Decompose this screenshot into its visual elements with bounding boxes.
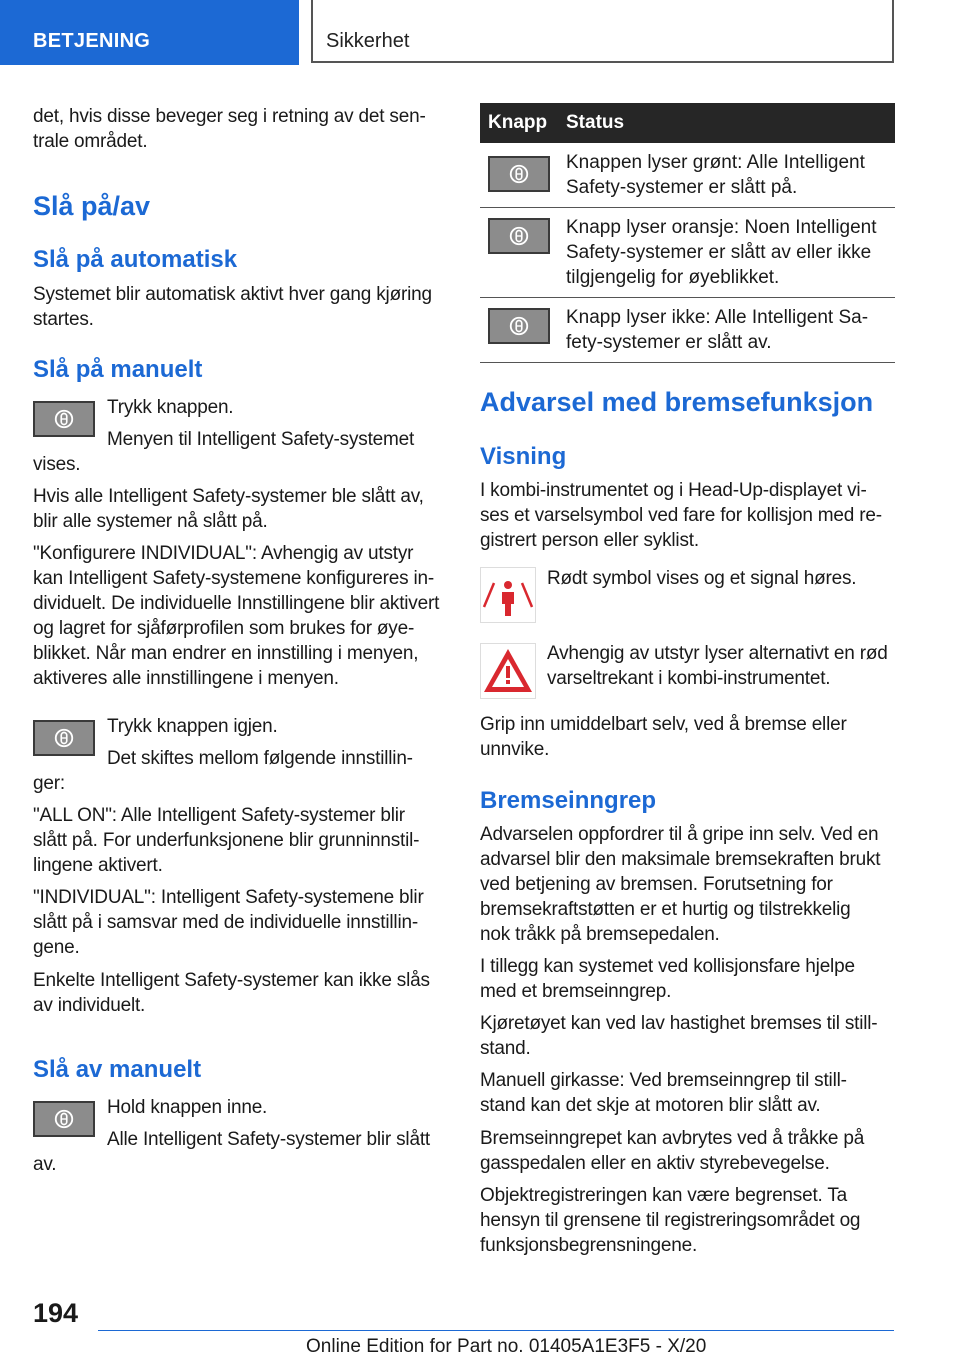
symbol2-text: Avhengig av utstyr lyser alternativt en rød varseltrekant i kombi-instrumentet.	[547, 643, 888, 689]
step1-text-b: Menyen til Intelligent Safety-systemet	[107, 429, 415, 450]
table-row	[480, 208, 895, 298]
safety-button-icon	[33, 401, 95, 437]
paragraph-bremseinngrep-4: Manuell girkasse: Ved bremseinngrep til still- stand kan det skje at motoren blir slått av.	[480, 1070, 847, 1116]
header-section-label: BETJENING	[33, 30, 151, 52]
heading-visning: Visning	[480, 443, 567, 470]
paragraph-visning: I kombi-instrumentet og i Head-Up-displayet vi- ses et varselsymbol ved fare for kollisjon med re- gistrert person eller syklist.	[480, 480, 882, 551]
step3-text-c: av.	[33, 1154, 57, 1175]
step1-text-c: vises.	[33, 454, 81, 475]
status-text: Knapp lyser ikke: Alle Intelligent Sa- fety-systemer er slått av.	[566, 307, 869, 353]
step2-text-b: Det skiftes mellom følgende innstillin-	[107, 748, 413, 769]
status-text: Knapp lyser oransje: Noen Intelligent Safety-systemer er slått av eller ikke tilgjengelig for øyeblikket.	[566, 217, 877, 288]
step1-text-a: Trykk knappen.	[107, 397, 234, 418]
header-section-tab	[0, 0, 299, 65]
safety-button-off-icon	[488, 308, 550, 344]
safety-button-icon	[33, 720, 95, 756]
table-row	[480, 143, 895, 208]
step3-text-a: Hold knappen inne.	[107, 1097, 268, 1118]
table-row	[480, 298, 895, 363]
safety-button-orange-icon	[488, 218, 550, 254]
paragraph-all-on: "ALL ON": Alle Intelligent Safety-systemer blir slått på. For underfunksjonene blir grunninnstil- lingene aktivert.	[33, 805, 420, 876]
step2-text-c: ger:	[33, 773, 65, 794]
pedestrian-warning-icon	[480, 567, 536, 623]
heading-sla-pa-automatisk: Slå på automatisk	[33, 246, 238, 273]
paragraph-bremseinngrep-1: Advarselen oppfordrer til å gripe inn selv. Ved en advarsel blir den maksimale bremsekraften brukt ved betjening av bremsen. Forutsetning for bremsekraftstøtten er et hurtig og tilstrekkelig nok tråkk på bremsepedalen.	[480, 824, 881, 945]
footer-divider	[98, 1330, 894, 1331]
paragraph-bremseinngrep-6: Objektregistreringen kan være begrenset. Ta hensyn til grensene til registreringsområdet og funksjonsbegrensningene.	[480, 1185, 861, 1256]
heading-sla-av-manuelt: Slå av manuelt	[33, 1056, 202, 1083]
heading-advarsel: Advarsel med bremsefunksjon	[480, 387, 874, 417]
header-subsection-box	[311, 0, 894, 63]
paragraph-konfigurere: "Konfigurere INDIVIDUAL": Avhengig av utstyr kan Intelligent Safety-systemene konfigureres in- dividuelt. De individuelle Innstillingene blir aktivert og lagret for sjåførprofilen som brukes for øye- blikket. Når man endrer en innstilling i menyen, aktiveres alle innstillingene i menyen.	[33, 543, 440, 689]
status-text: Knappen lyser grønt: Alle Intelligent Safety-systemer er slått på.	[566, 152, 865, 198]
paragraph-bremseinngrep-3: Kjøretøyet kan ved lav hastighet bremses til still- stand.	[480, 1013, 878, 1059]
paragraph-bremseinngrep-2: I tillegg kan systemet ved kollisjonsfare hjelpe med et bremseinngrep.	[480, 956, 855, 1002]
auto-paragraph: Systemet blir automatisk aktivt hver gang kjøring startes.	[33, 284, 432, 330]
page-number: 194	[33, 1298, 79, 1328]
table-header-status: Status	[566, 103, 895, 143]
footer-edition: Online Edition for Part no. 01405A1E3F5 - X/20	[306, 1336, 707, 1357]
heading-sla-pa-av: Slå på/av	[33, 191, 151, 221]
table-header-knapp: Knapp	[480, 103, 566, 143]
paragraph-bremseinngrep-5: Bremseinngrepet kan avbrytes ved å tråkke på gasspedalen eller en aktiv styrebevegelse.	[480, 1128, 865, 1174]
warning-triangle-icon	[480, 643, 536, 699]
step2-text-a: Trykk knappen igjen.	[107, 716, 278, 737]
step3-text-b: Alle Intelligent Safety-systemer blir slått	[107, 1129, 430, 1150]
header-subsection-label: Sikkerhet	[326, 30, 410, 52]
symbol1-text: Rødt symbol vises og et signal høres.	[547, 568, 857, 589]
safety-button-icon	[33, 1101, 95, 1137]
paragraph-alle-av: Hvis alle Intelligent Safety-systemer ble slått av, blir alle systemer nå slått på.	[33, 486, 424, 532]
heading-sla-pa-manuelt: Slå på manuelt	[33, 356, 203, 383]
paragraph-individual: "INDIVIDUAL": Intelligent Safety-systemene blir slått på i samsvar med de individuelle innstillin- gene.	[33, 887, 424, 958]
status-table	[480, 103, 895, 363]
heading-bremseinngrep: Bremseinngrep	[480, 787, 657, 814]
paragraph-enkelte: Enkelte Intelligent Safety-systemer kan ikke slås av individuelt.	[33, 970, 430, 1016]
intro-paragraph: det, hvis disse beveger seg i retning av det sen- trale området.	[33, 106, 426, 152]
paragraph-grip-inn: Grip inn umiddelbart selv, ved å bremse eller unnvike.	[480, 714, 847, 760]
safety-button-green-icon	[488, 156, 550, 192]
